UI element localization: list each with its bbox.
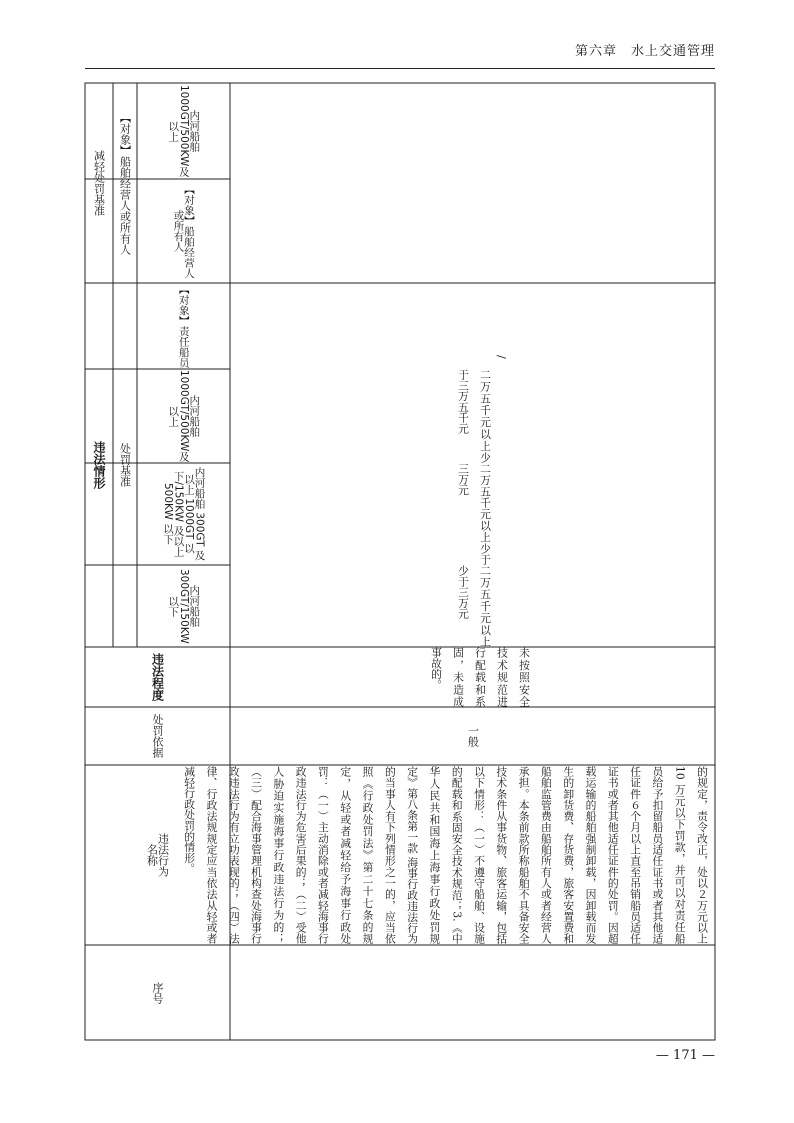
degree-value: 一般 [466, 725, 480, 747]
penalty-tier1: 二万五千元以上少于三万元 [457, 565, 492, 647]
penalty-crew: / [495, 355, 508, 359]
col-header-tier3: 内河船舶1000GT/500KW及以上 [167, 370, 201, 462]
basis-text: 的规定，责令改正，处以２万元以上 10 万元以下罚款，并可以对责任船员给予扣留船员适任证书或者其他适任证件６个月以上直至吊销船员适任证书或者其他适任证件的处罚。因超载运输的船舶强制卸载，因卸载而发生的卸货费、存货费，旅客安置费和船舶监管费由船舶所有人或者经营人承担。本条前款所称船舶不具备安全技术条件从事货物、旅客运输，包括以下情形：（一）不遵守船舶、设施的配载和系固安全技术规范；3.《中华人民共和国海上海事行政处罚规定》第八条第一款 海事行政违法行为的当事人有下列情形之一的，应当依照《行政处罚法》第二十七条的规定，从轻或者减轻给予海事行政处罚：（一）主动消除或者减轻海事行政违法行为危害后果的；（二）受他人胁迫实施海事行政违法行为的；（三）配合海事管理机构查处海事行政违法行为有立功表现的；（四）法律、行政法规规定应当依法从轻或者减轻行政处罚的情形。 [183, 766, 709, 944]
col-header-degree: 违法程度 [150, 653, 165, 701]
col-header-name-text: 违法行为名称 [145, 833, 170, 877]
col-header-circumstance: 违法情形 [92, 441, 106, 489]
running-header: 第六章 水上交通管理 [574, 44, 715, 59]
col-header-crew: 【对象】责任船员 [177, 284, 190, 368]
col-header-mit-tier3: 内河船舶1000GT/500KW及以上 [167, 85, 201, 177]
col-header-mit-owner-tier: 【对象】船舶经营人或所有人 [172, 183, 195, 279]
circumstance-text: 未按照安全技术规范进行配载和系固，未造成事故的。 [430, 647, 531, 707]
col-header-tier2: 内河船舶 300GT 及以上 1000GT 以下/150KW 及以上 500KW 以下 [162, 467, 206, 561]
penalty-tier3: 二万五千元以上少于三万五千元 [457, 369, 492, 463]
col-header-index: 序号 [151, 981, 164, 1004]
col-header-tier1: 内河船舶300GT/150KW以下 [167, 568, 201, 644]
col-header-mitigated: 减轻处罚基准 [92, 150, 106, 216]
penalty-tier2: 二万五千元以上少于三万元 [457, 463, 492, 565]
col-header-basis: 处罚依据 [151, 714, 164, 758]
col-header-mit-owner: 【对象】船舶经营人或所有人 [118, 111, 132, 255]
col-header-penalty: 处罚基准 [118, 443, 132, 487]
page-number: — 171 — [655, 1048, 715, 1063]
